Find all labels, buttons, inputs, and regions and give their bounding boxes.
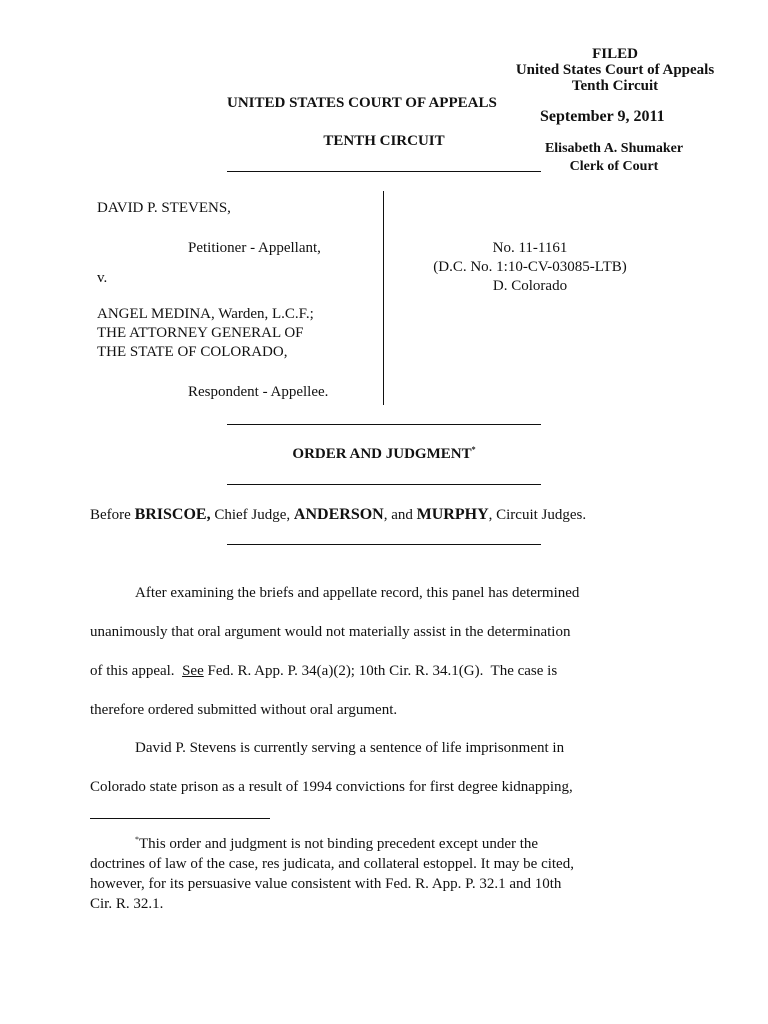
document-title-text: ORDER AND JUDGMENT [292, 446, 472, 462]
judge-anderson: ANDERSON [293, 506, 384, 523]
body-line: After examining the briefs and appellate record, this panel has determined [135, 585, 580, 601]
respondent-line: THE STATE OF COLORADO, [97, 344, 288, 360]
circuit-header: TENTH CIRCUIT [323, 133, 445, 149]
footnote-text: This order and judgment is not binding precedent except under the [139, 836, 539, 852]
filing-stamp [505, 46, 725, 94]
petitioner-name: DAVID P. STEVENS, [97, 200, 231, 216]
panel-title-3: , Circuit Judges. [488, 507, 587, 523]
body-text: Fed. R. App. P. 34(a)(2); 10th Cir. R. 34.1(G). The case is [203, 663, 558, 679]
panel-rule [227, 544, 541, 545]
respondent-role: Respondent - Appellee. [188, 384, 329, 400]
title-rule-top [227, 424, 541, 425]
respondent-line: THE ATTORNEY GENERAL OF [97, 325, 304, 341]
footnote-line: however, for its persuasive value consistent with Fed. R. App. P. 32.1 and 10th [90, 876, 562, 892]
body-line: therefore ordered submitted without oral argument. [90, 702, 398, 718]
panel-conj: , and [383, 507, 417, 523]
footnote-mark: * [135, 835, 139, 844]
court-header: UNITED STATES COURT OF APPEALS [227, 95, 497, 111]
clerk-name: Elisabeth A. Shumaker [544, 141, 684, 156]
body-line: Colorado state prison as a result of 1994 convictions for first degree kidnapping, [90, 779, 573, 795]
petitioner-role: Petitioner - Appellant, [188, 240, 321, 256]
caption-divider [383, 191, 384, 405]
body-line [90, 663, 557, 680]
filed-date: September 9, 2011 [540, 108, 665, 125]
case-info [398, 239, 662, 296]
respondent-line: ANGEL MEDINA, Warden, L.C.F.; [97, 306, 314, 322]
footnote [90, 834, 690, 914]
case-number: No. 11-1161 [492, 240, 568, 256]
clerk-block [520, 140, 708, 176]
body-line: unanimously that oral argument would not materially assist in the determination [90, 624, 571, 640]
versus: v. [97, 270, 108, 286]
panel-title-1: Chief Judge, [210, 507, 294, 523]
citation-signal-see: See [182, 663, 204, 679]
filed-circuit: Tenth Circuit [571, 78, 659, 94]
body-line: David P. Stevens is currently serving a sentence of life imprisonment in [135, 740, 565, 756]
district-case-number: (D.C. No. 1:10-CV-03085-LTB) [433, 259, 627, 275]
judge-briscoe: BRISCOE, [134, 506, 211, 523]
filed-court: United States Court of Appeals [515, 62, 715, 78]
body-text: of this appeal. [90, 663, 183, 679]
district: D. Colorado [492, 278, 568, 294]
filed-label: FILED [592, 46, 638, 62]
footnote-rule [90, 818, 270, 819]
panel-before: Before [90, 507, 135, 523]
footnote-line: doctrines of law of the case, res judicata, and collateral estoppel. It may be cited, [90, 856, 574, 872]
header-rule [227, 171, 541, 172]
footnote-line: Cir. R. 32.1. [90, 896, 164, 912]
footnote-reference: * [471, 445, 476, 454]
footnote-line [90, 834, 690, 854]
judge-murphy: MURPHY [416, 506, 489, 523]
panel-line [90, 506, 586, 524]
clerk-title: Clerk of Court [569, 159, 659, 174]
respondent-names [97, 305, 314, 362]
title-rule-bottom [227, 484, 541, 485]
document-title [227, 446, 541, 463]
